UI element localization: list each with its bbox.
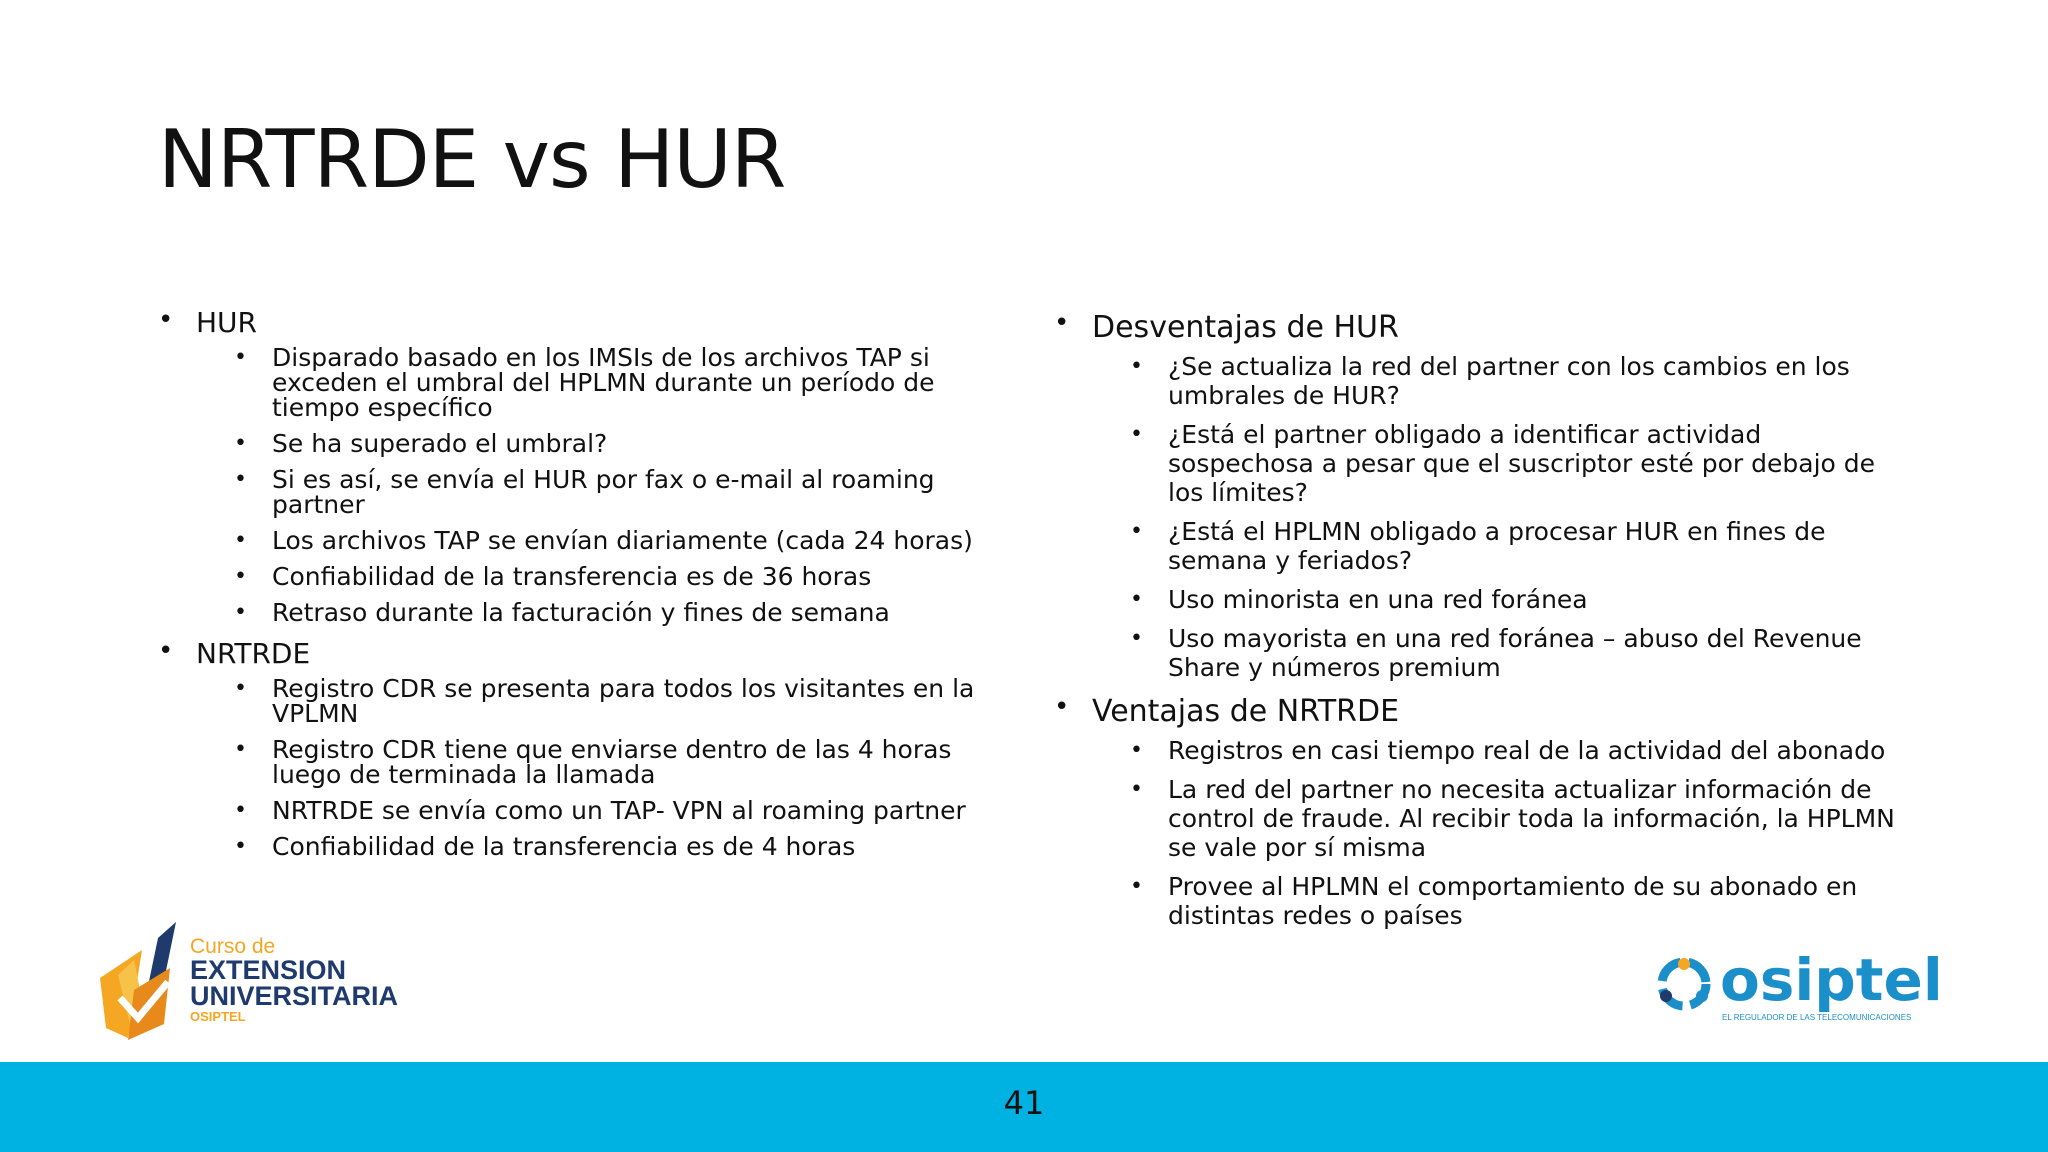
slide-title: NRTRDE vs HUR bbox=[158, 113, 786, 206]
section-heading: HUR bbox=[196, 306, 258, 339]
svg-text:EL REGULADOR DE LAS TELECOMUNI: EL REGULADOR DE LAS TELECOMUNICACIONES bbox=[1722, 1013, 1912, 1022]
page-number: 41 bbox=[1003, 1084, 1045, 1122]
section-desventajas bbox=[1054, 308, 1914, 682]
hur-items bbox=[234, 345, 1008, 625]
bullet: • bbox=[158, 305, 174, 335]
list-item: • ¿Está el partner obligado a identificar actividad sospechosa a pesar que el suscriptor esté por debajo de los límites? bbox=[1130, 420, 1876, 507]
section-heading: NRTRDE bbox=[196, 637, 311, 670]
logo-emblem-icon bbox=[98, 920, 418, 1050]
right-bullet-list bbox=[1054, 308, 1914, 930]
list-item: • Confiabilidad de la transferencia es de 36 horas bbox=[234, 562, 872, 591]
svg-text:Curso de: Curso de bbox=[190, 935, 276, 958]
section-ventajas bbox=[1054, 692, 1914, 930]
svg-text:EXTENSION: EXTENSION bbox=[190, 955, 347, 985]
list-item: • Disparado basado en los IMSIs de los archivos TAP si exceden el umbral del HPLMN durante un período de tiempo específico bbox=[234, 343, 935, 422]
list-item: • Uso mayorista en una red foránea – abuso del Revenue Share y números premium bbox=[1130, 624, 1862, 682]
right-column bbox=[1054, 308, 1914, 940]
list-item: • Confiabilidad de la transferencia es de 4 horas bbox=[234, 832, 856, 861]
list-item: • Registro CDR se presenta para todos los visitantes en la VPLMN bbox=[234, 674, 975, 728]
list-item: • NRTRDE se envía como un TAP- VPN al roaming partner bbox=[234, 796, 966, 825]
nrtrde-items bbox=[234, 676, 1008, 859]
bullet: • bbox=[158, 636, 174, 666]
osiptel-logo bbox=[1650, 950, 1960, 1030]
extension-universitaria-logo bbox=[98, 920, 418, 1050]
list-item: • Provee al HPLMN el comportamiento de su abonado en distintas redes o países bbox=[1130, 872, 1858, 930]
list-item: • ¿Está el HPLMN obligado a procesar HUR en fines de semana y feriados? bbox=[1130, 517, 1826, 575]
osiptel-emblem-icon bbox=[1650, 950, 1960, 1030]
svg-text:osiptel: osiptel bbox=[1720, 950, 1943, 1014]
list-item: • Uso minorista en una red foránea bbox=[1130, 585, 1588, 614]
list-item: • Registros en casi tiempo real de la actividad del abonado bbox=[1130, 736, 1886, 765]
section-hur bbox=[158, 305, 1008, 625]
desventajas-items bbox=[1130, 352, 1914, 682]
bullet: • bbox=[1054, 692, 1070, 722]
section-heading: Ventajas de NRTRDE bbox=[1092, 694, 1400, 729]
list-item: • Registro CDR tiene que enviarse dentro de las 4 horas luego de terminada la llamada bbox=[234, 735, 952, 789]
section-heading: Desventajas de HUR bbox=[1092, 310, 1399, 345]
list-item: • ¿Se actualiza la red del partner con los cambios en los umbrales de HUR? bbox=[1130, 352, 1850, 410]
svg-text:OSIPTEL: OSIPTEL bbox=[190, 1009, 246, 1024]
left-bullet-list bbox=[158, 305, 1008, 859]
list-item: • Si es así, se envía el HUR por fax o e-mail al roaming partner bbox=[234, 465, 935, 519]
left-column bbox=[158, 305, 1008, 870]
ventajas-items bbox=[1130, 736, 1914, 930]
svg-text:UNIVERSITARIA: UNIVERSITARIA bbox=[190, 981, 399, 1011]
list-item: • Se ha superado el umbral? bbox=[234, 429, 608, 458]
list-item: • Los archivos TAP se envían diariamente (cada 24 horas) bbox=[234, 526, 973, 555]
list-item: • La red del partner no necesita actualizar información de control de fraude. Al recibir toda la información, la HPLMN se vale por sí misma bbox=[1130, 775, 1895, 862]
bullet: • bbox=[1054, 308, 1070, 338]
list-item: • Retraso durante la facturación y fines de semana bbox=[234, 598, 890, 627]
section-nrtrde bbox=[158, 636, 1008, 859]
